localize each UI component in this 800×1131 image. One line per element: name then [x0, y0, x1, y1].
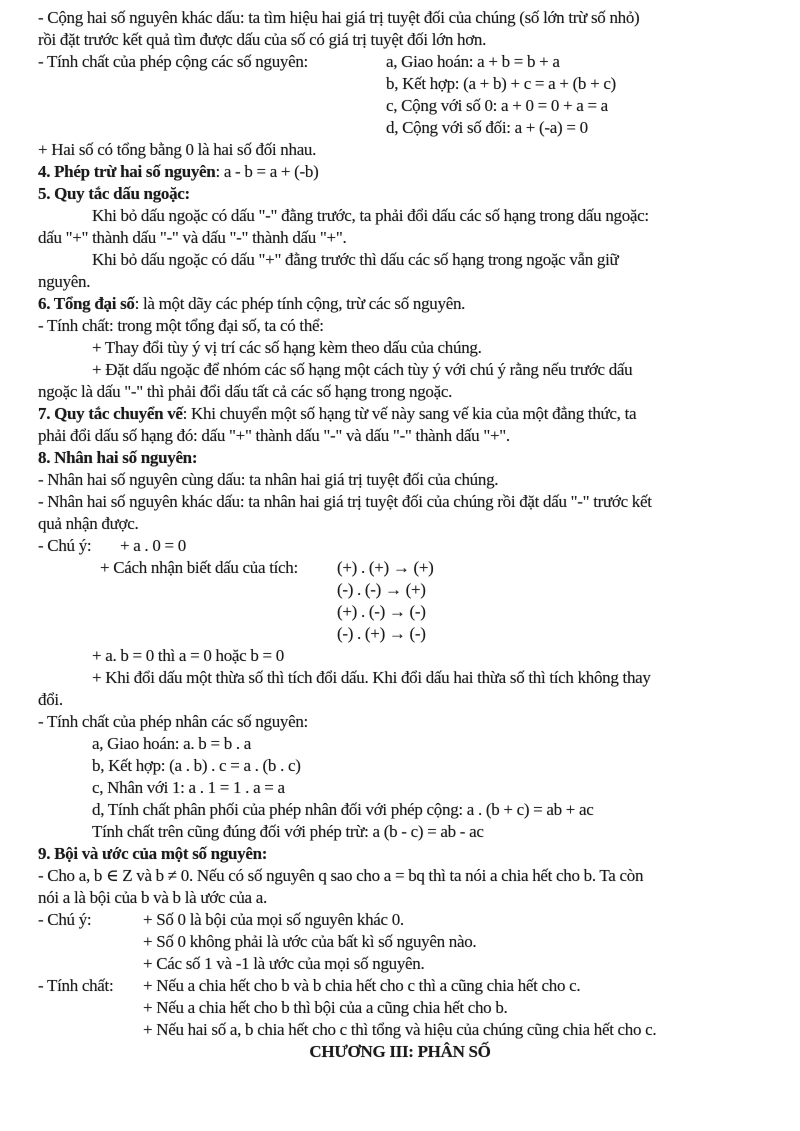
text-line — [0, 73, 800, 95]
text-line — [0, 865, 800, 887]
body-text: phải đổi dấu số hạng đó: dấu "+" thành dấu "-" và dấu "-" thành dấu "+". — [38, 426, 510, 445]
text-line — [0, 821, 800, 843]
text-line — [0, 51, 800, 73]
body-text: + Nếu a chia hết cho b thì bội của a cũng chia hết cho b. — [143, 998, 508, 1017]
body-text: Tính chất trên cũng đúng đối với phép trừ: a (b - c) = ab - ac — [92, 822, 484, 841]
body-text: + Nếu hai số a, b chia hết cho c thì tổng và hiệu của chúng cũng chia hết cho c. — [143, 1020, 657, 1039]
body-text: Khi bỏ dấu ngoặc có dấu "+" đằng trước thì dấu các số hạng trong ngoặc vẫn giữ — [92, 250, 619, 269]
text-line — [0, 29, 800, 51]
body-text: dấu "+" thành dấu "-" và dấu "-" thành dấu "+". — [38, 228, 347, 247]
text-line — [0, 359, 800, 381]
text-line — [0, 513, 800, 535]
text-line — [0, 469, 800, 491]
body-text: - Cho a, b ∈ Z và b ≠ 0. Nếu có số nguyên q sao cho a = bq thì ta nói a chia hết cho b. Ta còn — [38, 866, 644, 885]
heading-text: 7. Quy tắc chuyển vế — [38, 404, 183, 423]
body-text: (-) . (+) → (-) — [337, 624, 426, 643]
body-text: (+) . (-) → (-) — [337, 602, 426, 621]
text-line — [0, 645, 800, 667]
heading-text: 5. Quy tắc dấu ngoặc: — [38, 184, 190, 203]
text-line — [0, 183, 800, 205]
body-text: c, Cộng với số 0: a + 0 = 0 + a = a — [386, 96, 608, 115]
text-line — [0, 425, 800, 447]
text-line — [0, 931, 800, 953]
text-line — [0, 799, 800, 821]
text-line — [0, 139, 800, 161]
body-text: : a - b = a + (-b) — [215, 162, 319, 181]
text-line — [0, 887, 800, 909]
body-text: - Cộng hai số nguyên khác dấu: ta tìm hiệu hai giá trị tuyệt đối của chúng (số lớn trừ số nhỏ) — [38, 8, 640, 27]
body-text: + Số 0 là bội của mọi số nguyên khác 0. — [143, 910, 404, 929]
text-line — [0, 909, 800, 931]
body-text: - Chú ý: — [38, 536, 92, 555]
body-text: - Tính chất: — [38, 976, 114, 995]
text-line — [0, 381, 800, 403]
body-text: quả nhận được. — [38, 514, 139, 533]
text-line — [0, 975, 800, 997]
body-text: c, Nhân với 1: a . 1 = 1 . a = a — [92, 778, 285, 797]
text-line — [0, 997, 800, 1019]
text-line — [0, 293, 800, 315]
body-text: + Các số 1 và -1 là ước của mọi số nguyên. — [143, 954, 425, 973]
text-line — [0, 953, 800, 975]
text-line — [0, 667, 800, 689]
body-text: a, Giao hoán: a + b = b + a — [386, 52, 560, 71]
body-text: - Nhân hai số nguyên khác dấu: ta nhân hai giá trị tuyệt đối của chúng rồi đặt dấu "-" trước kết — [38, 492, 652, 511]
text-line — [0, 315, 800, 337]
text-line — [0, 205, 800, 227]
body-text: + Hai số có tổng bằng 0 là hai số đối nhau. — [38, 140, 317, 159]
text-line — [0, 689, 800, 711]
body-text: (+) . (+) → (+) — [337, 558, 434, 577]
text-line — [0, 579, 800, 601]
body-text: ngoặc là dấu "-" thì phải đổi dấu tất cả các số hạng trong ngoặc. — [38, 382, 453, 401]
text-line — [0, 777, 800, 799]
text-line — [0, 711, 800, 733]
body-text: d, Tính chất phân phối của phép nhân đối với phép cộng: a . (b + c) = ab + ac — [92, 800, 594, 819]
body-text: : Khi chuyển một số hạng từ vế này sang vế kia của một đẳng thức, ta — [182, 404, 637, 423]
text-line — [0, 271, 800, 293]
document-lines — [0, 7, 800, 1063]
text-line — [0, 95, 800, 117]
body-text: + a. b = 0 thì a = 0 hoặc b = 0 — [92, 646, 284, 665]
text-line — [0, 733, 800, 755]
body-text: - Tính chất của phép nhân các số nguyên: — [38, 712, 308, 731]
body-text: + Số 0 không phải là ước của bất kì số nguyên nào. — [143, 932, 477, 951]
heading-text: CHƯƠNG III: PHÂN SỐ — [309, 1042, 491, 1061]
body-text: : là một dãy các phép tính cộng, trừ các số nguyên. — [134, 294, 466, 313]
body-text: b, Kết hợp: (a + b) + c = a + (b + c) — [386, 74, 616, 93]
body-text: đổi. — [38, 690, 63, 709]
body-text: a, Giao hoán: a. b = b . a — [92, 734, 251, 753]
body-text: - Tính chất: trong một tổng đại số, ta có thể: — [38, 316, 324, 335]
body-text: + Nếu a chia hết cho b và b chia hết cho c thì a cũng chia hết cho c. — [143, 976, 581, 995]
text-line — [0, 557, 800, 579]
text-line — [0, 403, 800, 425]
text-line — [0, 161, 800, 183]
text-line — [0, 447, 800, 469]
body-text: nguyên. — [38, 272, 91, 291]
body-text: d, Cộng với số đối: a + (-a) = 0 — [386, 118, 588, 137]
text-line — [0, 623, 800, 645]
body-text: + Khi đổi dấu một thừa số thì tích đổi dấu. Khi đổi dấu hai thừa số thì tích không thay — [92, 668, 651, 687]
body-text: - Chú ý: — [38, 910, 92, 929]
body-text: Khi bỏ dấu ngoặc có dấu "-" đằng trước, ta phải đổi dấu các số hạng trong dấu ngoặc: — [92, 206, 649, 225]
heading-text: 8. Nhân hai số nguyên: — [38, 448, 198, 467]
text-line — [0, 1019, 800, 1041]
text-line — [0, 601, 800, 623]
text-line — [0, 227, 800, 249]
text-line — [0, 843, 800, 865]
body-text: + Thay đổi tùy ý vị trí các số hạng kèm theo dấu của chúng. — [92, 338, 482, 357]
body-text: b, Kết hợp: (a . b) . c = a . (b . c) — [92, 756, 301, 775]
text-line — [0, 117, 800, 139]
body-text: + Đặt dấu ngoặc để nhóm các số hạng một cách tùy ý với chú ý rằng nếu trước dấu — [92, 360, 633, 379]
text-line — [0, 7, 800, 29]
body-text: rồi đặt trước kết quả tìm được dấu của số có giá trị tuyệt đối lớn hơn. — [38, 30, 487, 49]
heading-text: 4. Phép trừ hai số nguyên — [38, 162, 216, 181]
body-text: - Nhân hai số nguyên cùng dấu: ta nhân hai giá trị tuyệt đối của chúng. — [38, 470, 499, 489]
heading-text: 9. Bội và ước của một số nguyên: — [38, 844, 268, 863]
text-line — [0, 755, 800, 777]
text-line — [0, 337, 800, 359]
text-line — [0, 491, 800, 513]
body-text: + Cách nhận biết dấu của tích: — [100, 558, 298, 577]
text-line — [0, 249, 800, 271]
text-line — [0, 1041, 800, 1063]
heading-text: 6. Tổng đại số — [38, 294, 135, 313]
body-text: (-) . (-) → (+) — [337, 580, 426, 599]
text-line — [0, 535, 800, 557]
body-text: nói a là bội của b và b là ước của a. — [38, 888, 267, 907]
body-text: - Tính chất của phép cộng các số nguyên: — [38, 52, 308, 71]
body-text: + a . 0 = 0 — [120, 536, 186, 555]
